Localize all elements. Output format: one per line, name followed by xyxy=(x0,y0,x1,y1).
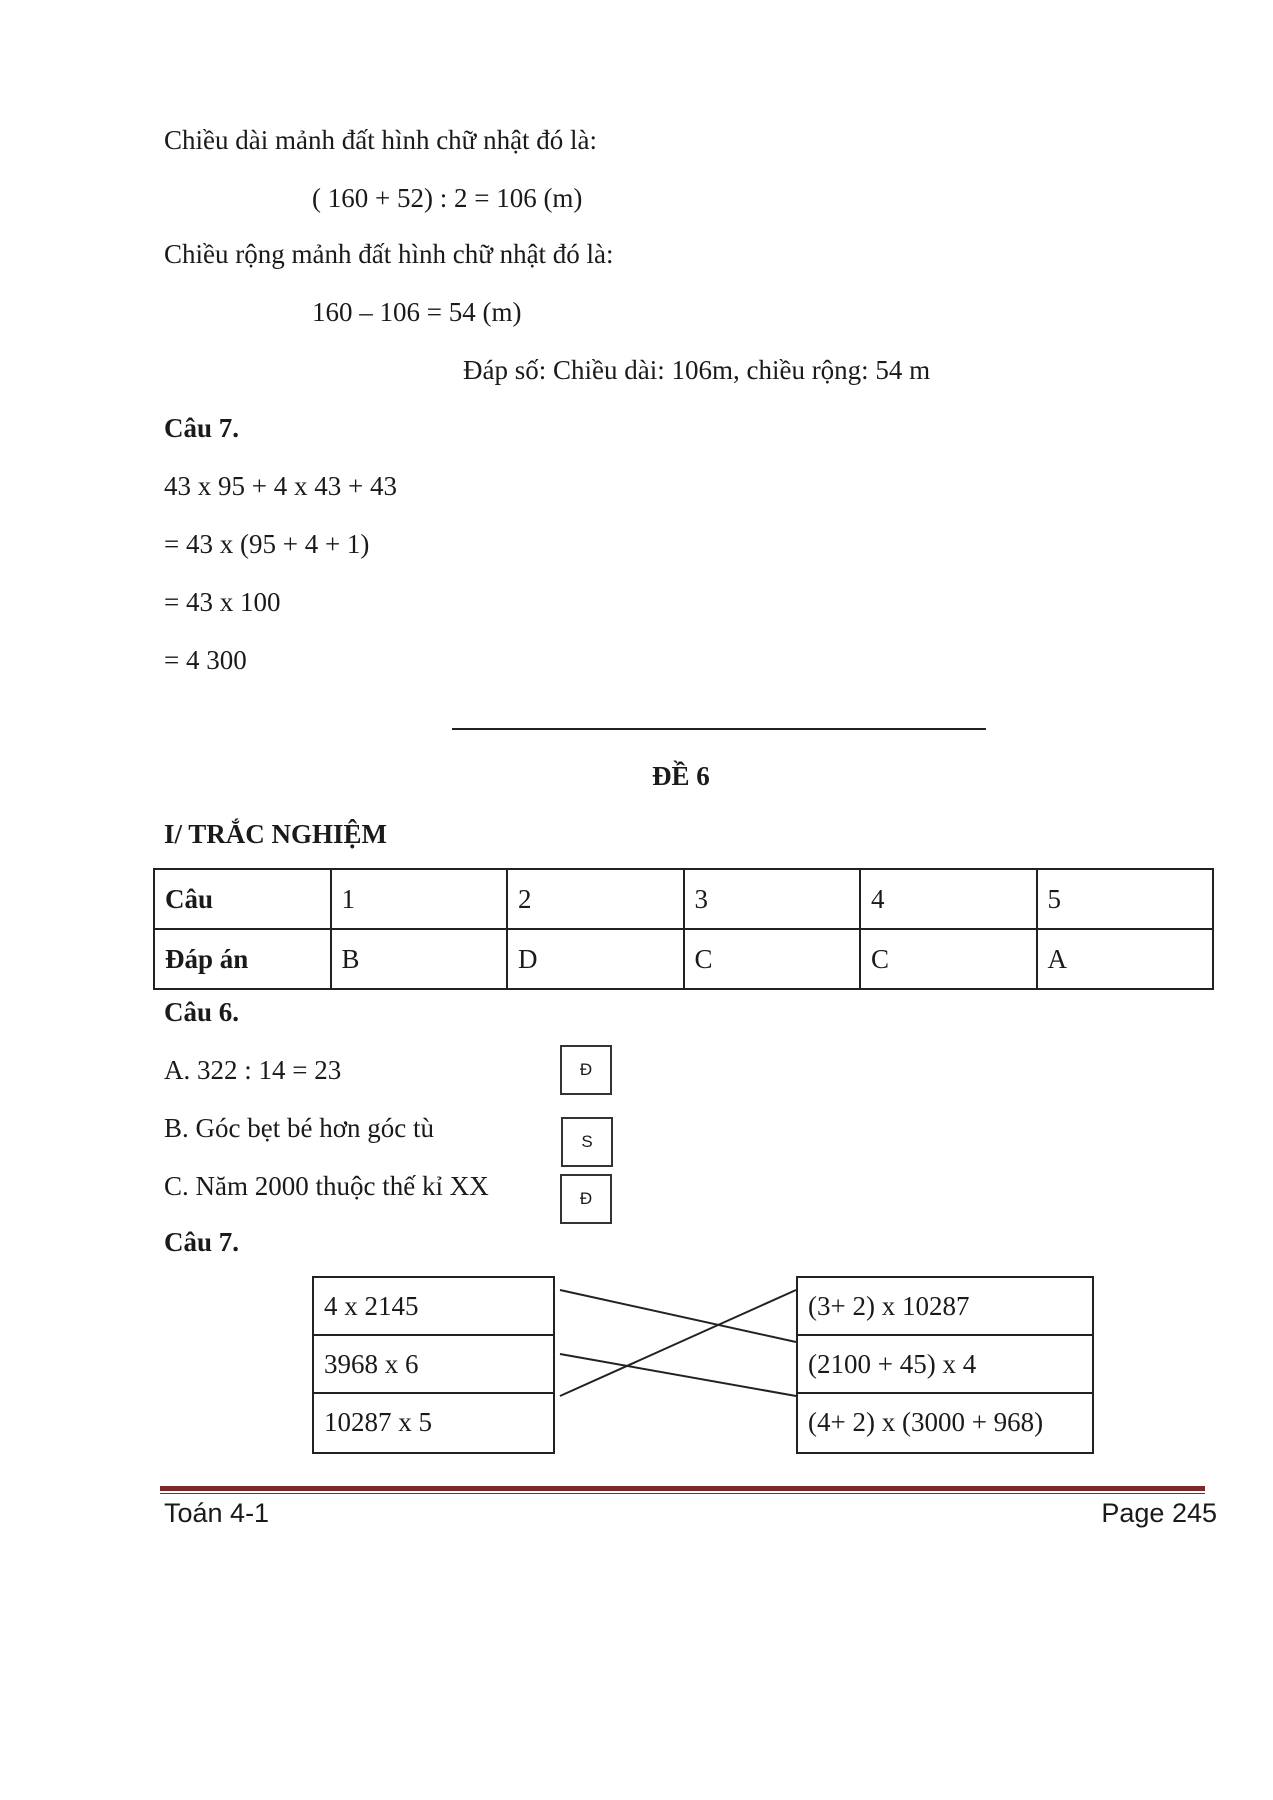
exam-title: ĐỀ 6 xyxy=(652,761,710,791)
q7-step-2: = 43 x (95 + 4 + 1) xyxy=(164,529,370,559)
answer-cell: C xyxy=(860,929,1037,989)
statement-a: A. 322 : 14 = 23 xyxy=(164,1055,342,1085)
section-title: I/ TRẮC NGHIỆM xyxy=(164,819,388,849)
right-expression: (4+ 2) x (3000 + 968) xyxy=(808,1407,1044,1437)
width-heading: Chiều rộng mảnh đất hình chữ nhật đó là: xyxy=(164,239,614,269)
true-false-box-c: Đ xyxy=(560,1174,612,1224)
question-number: 4 xyxy=(860,869,1037,929)
right-expression: (2100 + 45) x 4 xyxy=(798,1336,1092,1394)
statement-b: B. Góc bẹt bé hơn góc tù xyxy=(164,1113,434,1143)
footer-page-number: Page 245 xyxy=(1101,1498,1217,1528)
answer-cell: D xyxy=(507,929,684,989)
row-label-question: Câu xyxy=(154,869,331,929)
width-calculation: 160 – 106 = 54 (m) xyxy=(312,297,522,327)
answer-cell: B xyxy=(331,929,508,989)
left-expression: 3968 x 6 xyxy=(314,1336,553,1394)
question-number: 5 xyxy=(1037,869,1214,929)
q7-step-1: 43 x 95 + 4 x 43 + 43 xyxy=(164,471,397,501)
length-heading: Chiều dài mảnh đất hình chữ nhật đó là: xyxy=(164,125,598,155)
answer-cell: C xyxy=(684,929,861,989)
length-calculation: ( 160 + 52) : 2 = 106 (m) xyxy=(312,183,583,213)
q7-step-4: = 4 300 xyxy=(164,645,247,675)
footer-subject: Toán 4-1 xyxy=(164,1498,270,1528)
answer-cell: A xyxy=(1037,929,1214,989)
question-number: 2 xyxy=(507,869,684,929)
right-expression: (3+ 2) x 10287 xyxy=(798,1278,1092,1336)
question-7-title: Câu 7. xyxy=(164,1227,240,1257)
match-line xyxy=(560,1354,796,1396)
left-expression: 10287 x 5 xyxy=(324,1407,432,1437)
match-line xyxy=(560,1290,796,1342)
statement-c: C. Năm 2000 thuộc thế kỉ XX xyxy=(164,1171,489,1201)
footer-rule-thin xyxy=(160,1493,1205,1494)
question-number: 1 xyxy=(331,869,508,929)
true-false-box-a: Đ xyxy=(560,1045,612,1095)
final-answer: Đáp số: Chiều dài: 106m, chiều rộng: 54 m xyxy=(463,355,931,385)
prev-question-7-title: Câu 7. xyxy=(164,413,240,443)
question-6-title: Câu 6. xyxy=(164,997,240,1027)
footer-rule xyxy=(160,1486,1205,1491)
q7-step-3: = 43 x 100 xyxy=(164,587,281,617)
question-number: 3 xyxy=(684,869,861,929)
row-label-answer: Đáp án xyxy=(154,929,331,989)
left-expression: 4 x 2145 xyxy=(314,1278,553,1336)
match-line xyxy=(560,1290,796,1396)
true-false-box-b: S xyxy=(561,1117,613,1167)
